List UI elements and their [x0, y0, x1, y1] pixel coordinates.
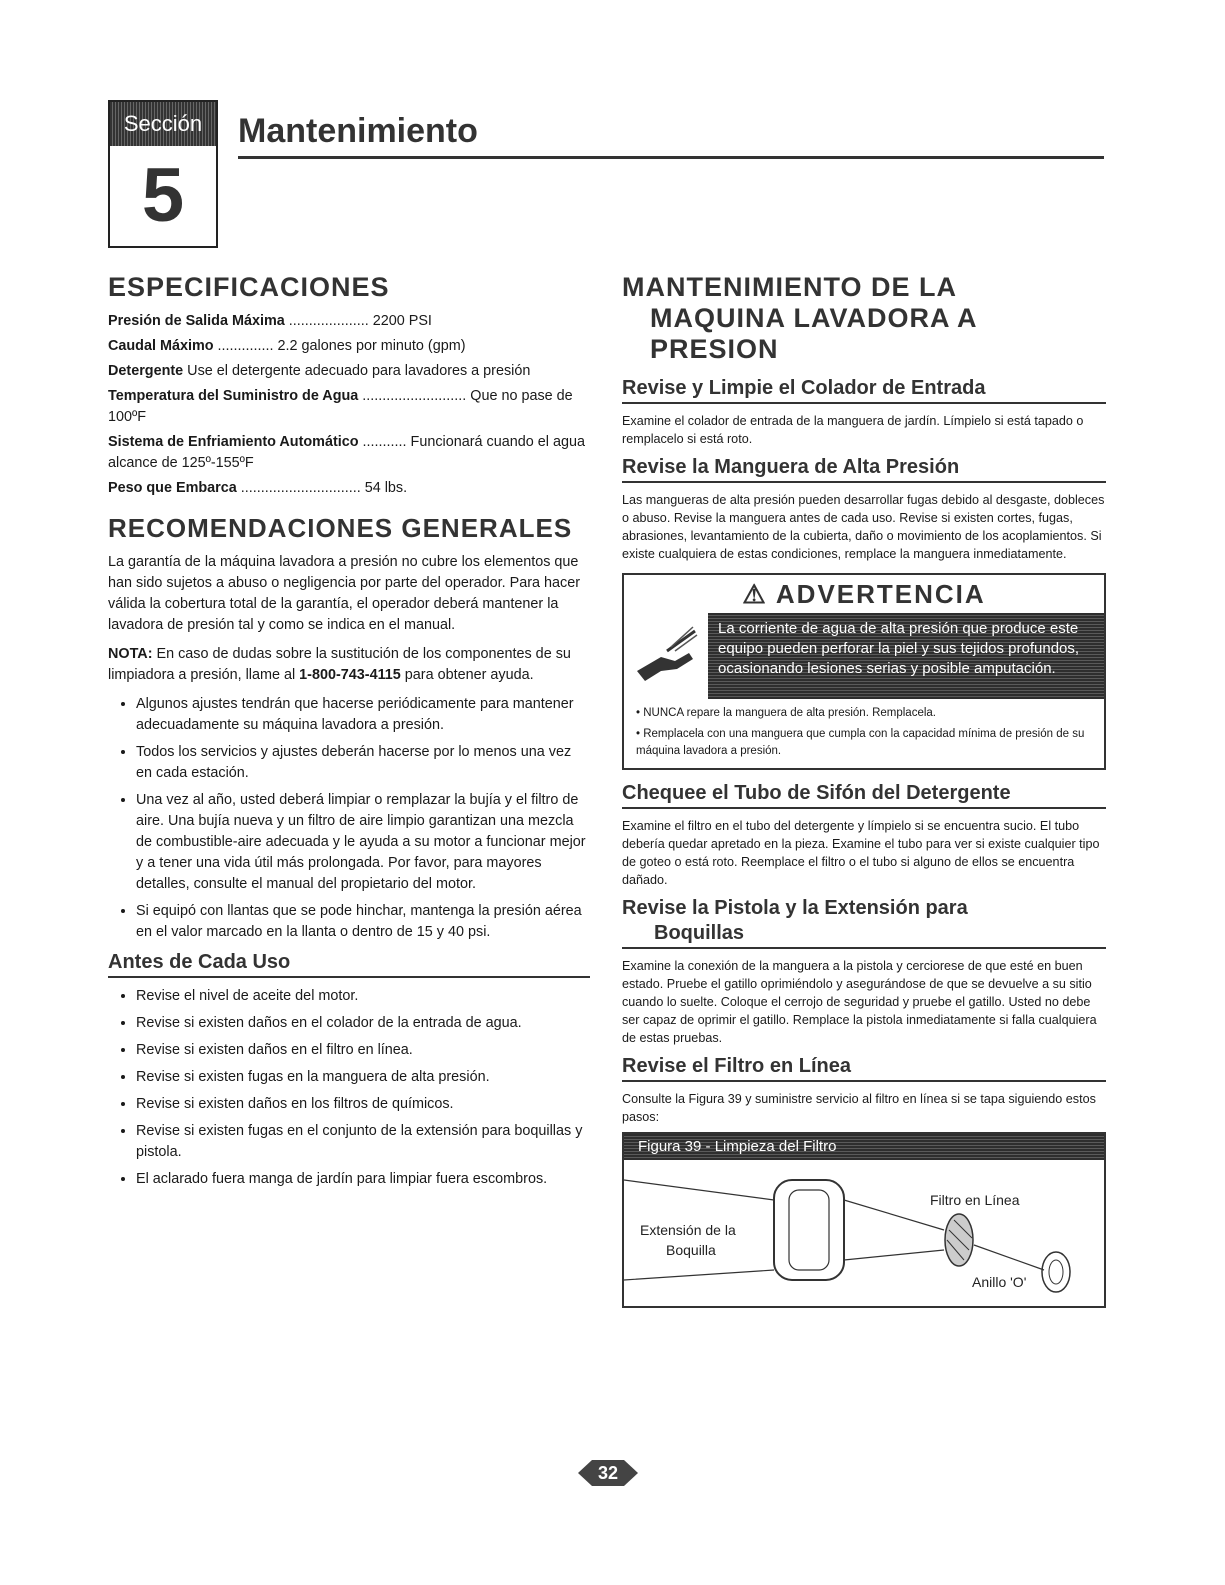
list-item: • Si equipó con llantas que se pode hinchar, mantenga la presión aérea en el valor marcado en la llanta o dentro de 15 y 40 psi.: [136, 901, 590, 943]
main-heading-line2: MAQUINA LAVADORA A: [650, 303, 978, 333]
main-heading-line1: MANTENIMIENTO DE LA: [622, 272, 957, 302]
title-rule: [238, 156, 1104, 159]
list-item: • Una vez al año, usted deberá limpiar o remplazar la bujía y el filtro de aire. Una bujía nueva y un filtro de aire limpio garantizan una mezcla de combustible-aire adecuada y le ayuda a su motor a funcionar mejor y a tener una vida útil más prolongada. Por favor, para mayores detalles, consulte el manual del propietario del motor.: [136, 790, 590, 895]
warning-triangle-icon: ⚠: [742, 579, 776, 609]
warning-list: [624, 699, 1104, 768]
list-item: • Revise si existen daños en el filtro en línea.: [136, 1040, 590, 1061]
sifon-heading: Chequee el Tubo de Sifón del Detergente: [622, 782, 1106, 809]
label-filtro: Filtro en Línea: [930, 1192, 1020, 1208]
section-badge: [108, 100, 218, 248]
list-item: • Todos los servicios y ajustes deberán hacerse por lo menos una vez en cada estación.: [136, 742, 590, 784]
list-item: • NUNCA repare la manguera de alta presión. Remplacela.: [636, 705, 1094, 722]
spec-row: Presión de Salida Máxima .................... 2200 PSI: [108, 313, 432, 329]
colador-text: Examine el colador de entrada de la manguera de jardín. Límpielo si está tapado o remplacelo si está roto.: [622, 414, 1084, 446]
label-extension-line2: Boquilla: [666, 1242, 716, 1258]
reco-list: [108, 694, 590, 943]
antes-heading: Antes de Cada Uso: [108, 951, 590, 978]
figure-39: [622, 1132, 1106, 1308]
spec-row: Peso que Embarca .............................. 54 lbs.: [108, 480, 408, 496]
warning-box: [622, 573, 1106, 770]
manguera-heading: Revise la Manguera de Alta Presión: [622, 456, 1106, 483]
section-label: Sección: [110, 102, 216, 146]
spec-row: Caudal Máximo .............. 2.2 galones por minuto (gpm): [108, 338, 466, 354]
spec-row: Sistema de Enfriamiento Automático ........... Funcionará cuando el agua alcance de 125º-155ºF: [108, 434, 585, 471]
colador-heading: Revise y Limpie el Colador de Entrada: [622, 377, 1106, 404]
list-item: • Revise si existen daños en el colador de la entrada de agua.: [136, 1013, 590, 1034]
label-extension-line1: Extensión de la: [640, 1222, 736, 1238]
warning-title: ⚠ ADVERTENCIA: [742, 579, 986, 609]
nota-paragraph: NOTA: En caso de dudas sobre la sustitución de los componentes de su limpiadora a presión, llame al 1-800-743-4115 para obtener ayuda.: [108, 646, 571, 683]
list-item: • Revise el nivel de aceite del motor.: [136, 986, 590, 1007]
pistola-heading-line2: Boquillas: [622, 922, 1106, 949]
page-title: Mantenimiento: [238, 112, 478, 150]
page-number-badge: [578, 1456, 638, 1490]
sifon-text: Examine el filtro en el tubo del detergente y límpielo si se encuentra sucio. El tubo debería quedar apretado en la pieza. Examine el tubo para ver si existe cualquier tipo de goteo o está roto. Reemplace el filtro o el tubo si alguno de ellos se encuentra dañado.: [622, 819, 1100, 887]
hand-injection-hazard-icon: [624, 613, 708, 699]
label-anillo: Anillo 'O': [972, 1274, 1027, 1290]
pistola-text: Examine la conexión de la manguera a la pistola y cerciorese de que esté en buen estado. Pruebe el gatillo oprimiéndolo y asegurándose de que se devuelve a su sitio cuando lo suelte. Coloque el cerrojo de seguridad y pruebe el gatillo. Usted no debe ser capaz de oprimir el gatillo. Remplace la pistola inmediatamente si falla cualquiera de estas pruebas.: [622, 959, 1097, 1045]
list-item: • El aclarado fuera manga de jardín para limpiar fuera escombros.: [136, 1169, 590, 1190]
specs-heading: ESPECIFICACIONES: [108, 272, 390, 302]
right-column: [622, 272, 1106, 1308]
pistola-heading-line1: Revise la Pistola y la Extensión para: [622, 897, 968, 919]
reco-paragraph: La garantía de la máquina lavadora a presión no cubre los elementos que han sido sujetos a abuso o negligencia por parte del operador. Para hacer válida la cobertura total de la garantía, el operador deberá mantener la lavadora de presión tal y como se indica en el manual.: [108, 554, 581, 633]
spec-row: Temperatura del Suministro de Agua .......................... Que no pase de 100ºF: [108, 388, 573, 425]
main-heading-line3: PRESION: [650, 334, 779, 364]
list-item: • Revise si existen fugas en el conjunto de la extensión para boquillas y pistola.: [136, 1121, 590, 1163]
list-item: • Revise si existen daños en los filtros de químicos.: [136, 1094, 590, 1115]
list-item: • Revise si existen fugas en la manguera de alta presión.: [136, 1067, 590, 1088]
reco-heading: RECOMENDACIONES GENERALES: [108, 513, 573, 543]
spec-row: Detergente Use el detergente adecuado para lavadores a presión: [108, 363, 531, 379]
figure-title: Figura 39 - Limpieza del Filtro: [624, 1134, 1104, 1160]
antes-list: [108, 986, 590, 1190]
warning-text: La corriente de agua de alta presión que produce este equipo pueden perforar la piel y sus tejidos profundos, ocasionando lesiones serias y posible amputación.: [708, 613, 1104, 699]
left-column: [108, 272, 590, 1198]
section-number: 5: [141, 153, 185, 238]
manguera-text: Las mangueras de alta presión pueden desarrollar fugas debido al desgaste, dobleces o abuso. Revise la manguera antes de cada uso. Revise si existen cortes, fugas, abrasiones, levantamiento de la cubierta, daño o movimiento de los acoplamientos. Si existe cualquiera de estas condiciones, remplace la manguera inmediatamente.: [622, 493, 1105, 561]
filtro-text: Consulte la Figura 39 y suministre servicio al filtro en línea si se tapa siguiendo estos pasos:: [622, 1092, 1096, 1124]
page-number: 32: [597, 1463, 619, 1483]
filtro-heading: Revise el Filtro en Línea: [622, 1055, 1106, 1082]
list-item: • Remplacela con una manguera que cumpla con la capacidad mínima de presión de su máquina lavadora a presión.: [636, 726, 1094, 760]
list-item: • Algunos ajustes tendrán que hacerse periódicamente para mantener adecuadamente su máquina lavadora a presión.: [136, 694, 590, 736]
